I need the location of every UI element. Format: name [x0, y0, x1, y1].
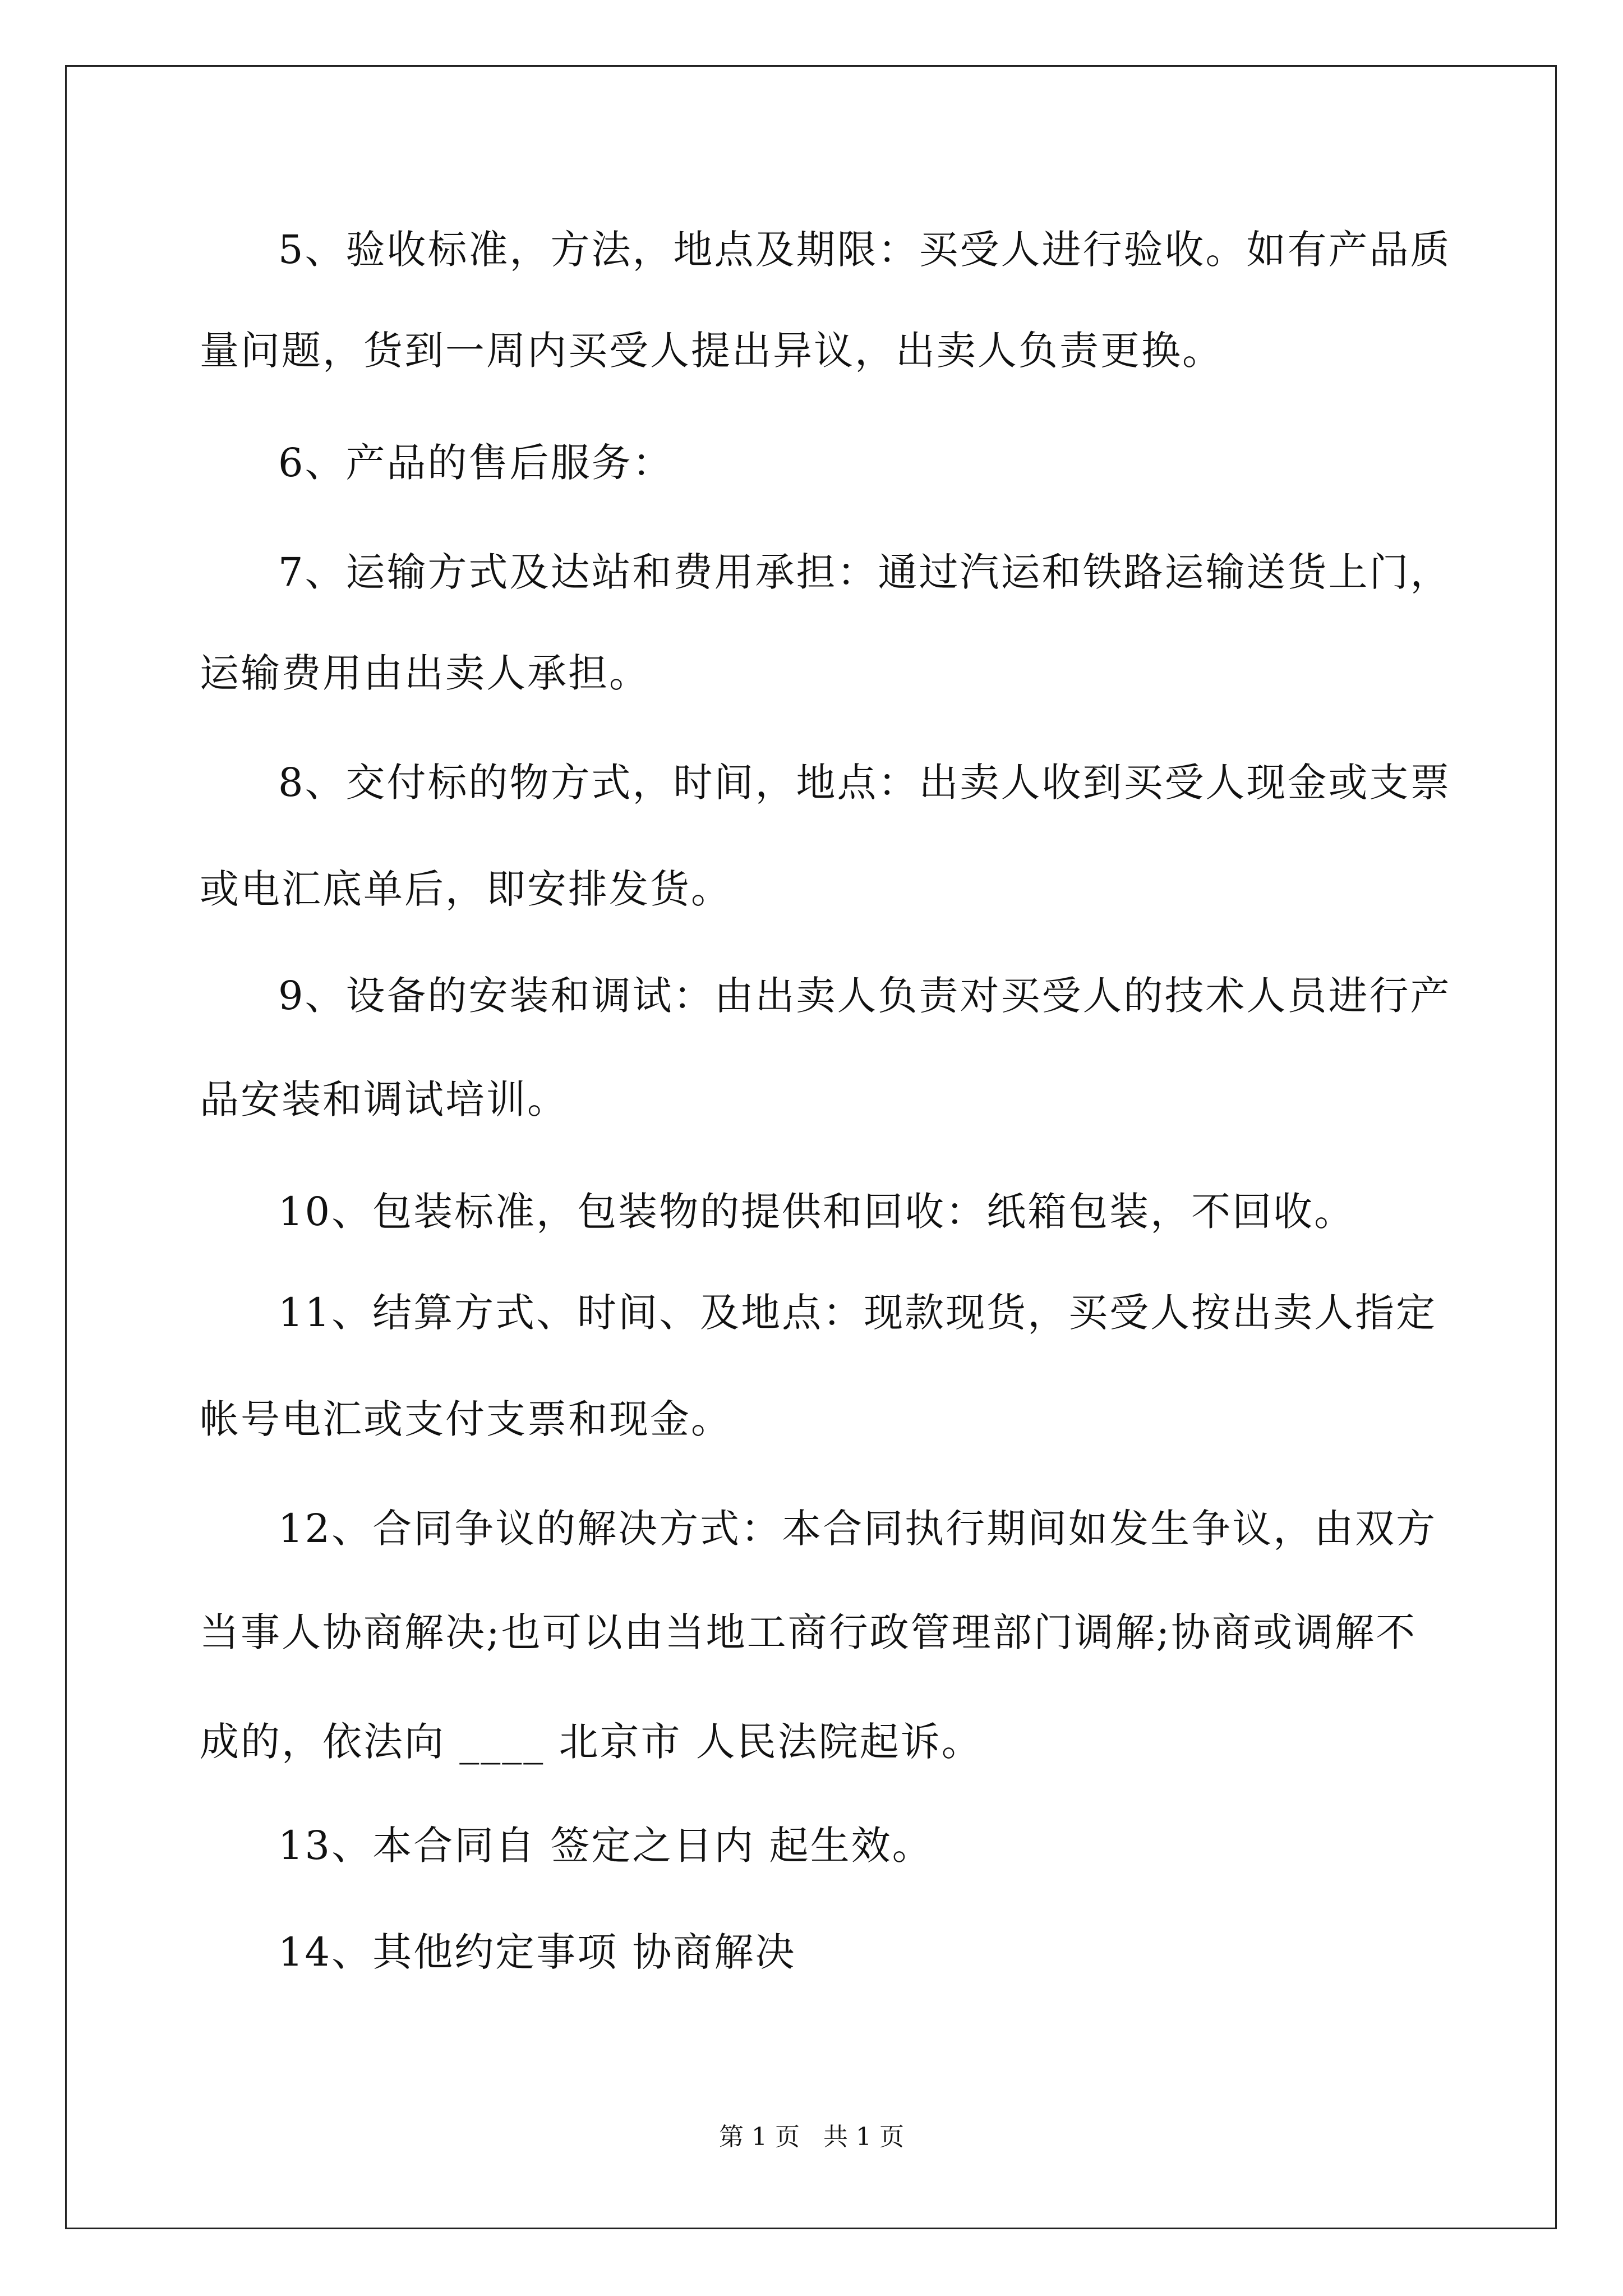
- clause-14-line-1: 14、其他约定事项 协商解决: [278, 1929, 796, 1975]
- clause-12-line-2: 当事人协商解决;也可以由当地工商行政管理部门调解;协商或调解不: [200, 1609, 1417, 1655]
- clause-13-line-1: 13、本合同自 签定之日内 起生效。: [278, 1823, 933, 1869]
- clause-11-line-1: 11、结算方式、时间、及地点：现款现货，买受人按出卖人指定: [278, 1290, 1437, 1336]
- clause-6-line-1: 6、产品的售后服务：: [278, 440, 674, 486]
- clause-12-line-1: 12、合同争议的解决方式：本合同执行期间如发生争议，由双方: [278, 1506, 1437, 1552]
- clause-8-line-1: 8、交付标的物方式，时间，地点：出卖人收到买受人现金或支票: [278, 760, 1451, 806]
- page-border: [65, 65, 1557, 2229]
- page-number-footer: 第 1 页 共 1 页: [719, 2123, 904, 2151]
- clause-10-line-1: 10、包装标准，包装物的提供和回收：纸箱包装，不回收。: [278, 1189, 1355, 1235]
- clause-7-line-1: 7、运输方式及达站和费用承担：通过汽运和铁路运输送货上门，: [278, 549, 1451, 595]
- clause-8-line-2: 或电汇底单后，即安排发货。: [200, 866, 732, 912]
- clause-9-line-2: 品安装和调试培训。: [200, 1076, 568, 1122]
- clause-5-line-1: 5、验收标准，方法，地点及期限：买受人进行验收。如有产品质: [278, 227, 1451, 273]
- clause-7-line-2: 运输费用由出卖人承担。: [200, 650, 650, 696]
- clause-5-line-2: 量问题，货到一周内买受人提出异议，出卖人负责更换。: [200, 328, 1223, 374]
- clause-12-line-3: 成的，依法向 ____ 北京市 人民法院起诉。: [200, 1719, 983, 1765]
- clause-9-line-1: 9、设备的安装和调试：由出卖人负责对买受人的技术人员进行产: [278, 973, 1451, 1019]
- clause-11-line-2: 帐号电汇或支付支票和现金。: [200, 1396, 732, 1442]
